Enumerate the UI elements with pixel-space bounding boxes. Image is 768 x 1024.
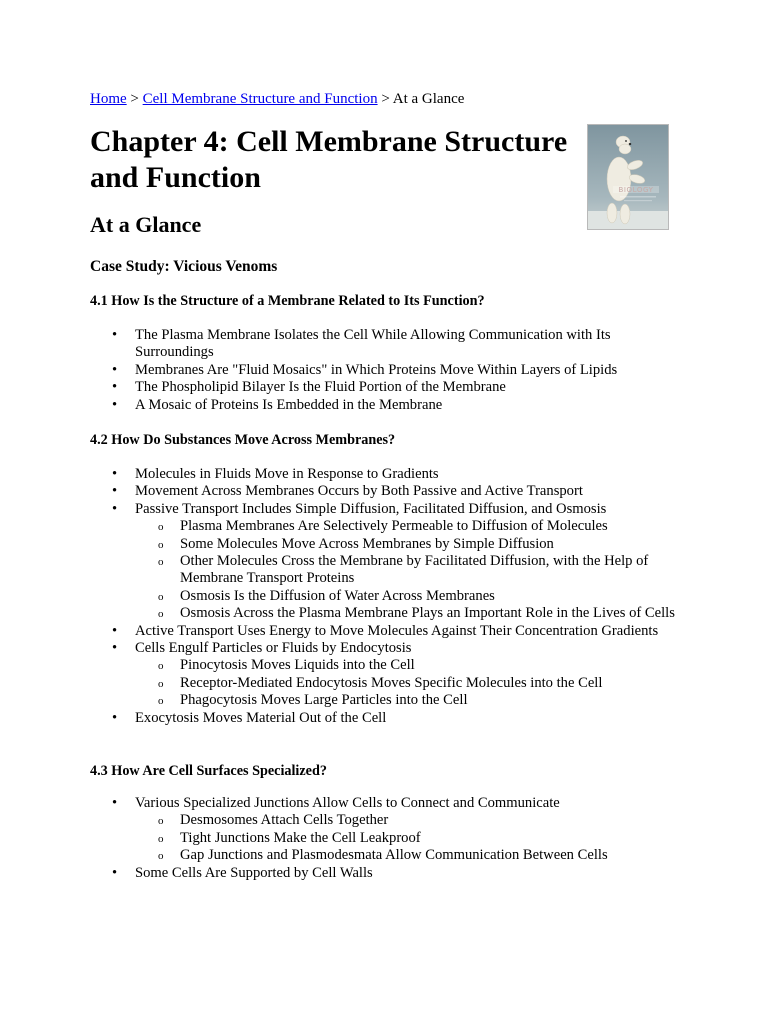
section-heading: 4.3 How Are Cell Surfaces Specialized? <box>90 763 327 779</box>
sub-list-item: o Receptor-Mediated Endocytosis Moves Specific Molecules into the Cell <box>135 675 690 692</box>
list-item <box>90 710 690 727</box>
sub-list <box>135 657 690 709</box>
cover-subtitle-line <box>620 196 656 198</box>
sub-list-item: o Osmosis Across the Plasma Membrane Plays an Important Role in the Lives of Cells <box>135 605 690 622</box>
list-item: • The Phospholipid Bilayer Is the Fluid Portion of the Membrane <box>90 379 690 396</box>
sub-list-item: o Some Molecules Move Across Membranes by Simple Diffusion <box>135 536 690 553</box>
list-item-text: Movement Across Membranes Occurs by Both Passive and Active Transport <box>135 483 583 500</box>
case-study-heading: Case Study: Vicious Venoms <box>90 258 278 275</box>
section-heading: 4.1 How Is the Structure of a Membrane Related to Its Function? <box>90 293 485 309</box>
sub-list <box>135 518 690 622</box>
section-list <box>90 466 690 727</box>
sub-list-item: o Plasma Membranes Are Selectively Permeable to Diffusion of Molecules <box>135 518 690 535</box>
sub-list-item: o Phagocytosis Moves Large Particles into the Cell <box>135 692 690 709</box>
list-item: • The Plasma Membrane Isolates the Cell While Allowing Communication with Its Surroundings <box>90 327 690 362</box>
list-item-text: Cells Engulf Particles or Fluids by Endocytosis <box>135 640 412 657</box>
list-item <box>90 483 690 500</box>
list-item: • A Mosaic of Proteins Is Embedded in the Membrane <box>90 397 690 414</box>
breadcrumb-separator: > <box>381 91 390 107</box>
list-item <box>90 623 690 640</box>
list-item: • Membranes Are "Fluid Mosaics" in Which Proteins Move Within Layers of Lipids <box>90 362 690 379</box>
list-item <box>90 795 690 865</box>
breadcrumb-separator: > <box>130 91 139 107</box>
sub-list-item: o Tight Junctions Make the Cell Leakproof <box>135 830 690 847</box>
list-item-text: Passive Transport Includes Simple Diffusion, Facilitated Diffusion, and Osmosis <box>135 500 607 517</box>
page-subtitle: At a Glance <box>90 212 202 237</box>
list-item-text: Molecules in Fluids Move in Response to Gradients <box>135 466 439 482</box>
book-cover-title: BIOLOGY <box>618 186 654 194</box>
breadcrumb-current: At a Glance <box>392 91 465 107</box>
list-item-text: Some Cells Are Supported by Cell Walls <box>135 864 373 881</box>
sub-list-item: o Osmosis Is the Diffusion of Water Across Membranes <box>135 588 690 605</box>
list-item <box>90 865 690 882</box>
breadcrumb <box>90 89 464 109</box>
list-item-text: Active Transport Uses Energy to Move Molecules Against Their Concentration Gradients <box>135 622 659 639</box>
sub-list <box>135 812 690 864</box>
sub-list-item: o Other Molecules Cross the Membrane by Facilitated Diffusion, with the Help of Membrane Transport Proteins <box>135 553 690 588</box>
page-title: Chapter 4: Cell Membrane Structure and Function <box>90 125 568 194</box>
section-list <box>90 327 690 414</box>
section-heading: 4.2 How Do Substances Move Across Membranes? <box>90 432 396 448</box>
cover-author-line <box>624 200 652 201</box>
list-item-text: Various Specialized Junctions Allow Cells to Connect and Communicate <box>135 795 560 811</box>
list-item <box>90 466 690 483</box>
sub-list-item: o Pinocytosis Moves Liquids into the Cell <box>135 657 690 674</box>
book-cover-illustration <box>588 125 668 229</box>
list-item <box>90 501 690 623</box>
sub-list-item: o Desmosomes Attach Cells Together <box>135 812 690 829</box>
breadcrumb-chapter-link[interactable]: Cell Membrane Structure and Function <box>142 91 378 107</box>
polar-bear-book-cover-image <box>587 124 669 230</box>
breadcrumb-home-link[interactable]: Home <box>90 91 127 107</box>
section-list <box>90 795 690 882</box>
sub-list-item: o Gap Junctions and Plasmodesmata Allow Communication Between Cells <box>135 847 690 864</box>
list-item <box>90 640 690 710</box>
list-item-text: Exocytosis Moves Material Out of the Cell <box>135 709 387 726</box>
